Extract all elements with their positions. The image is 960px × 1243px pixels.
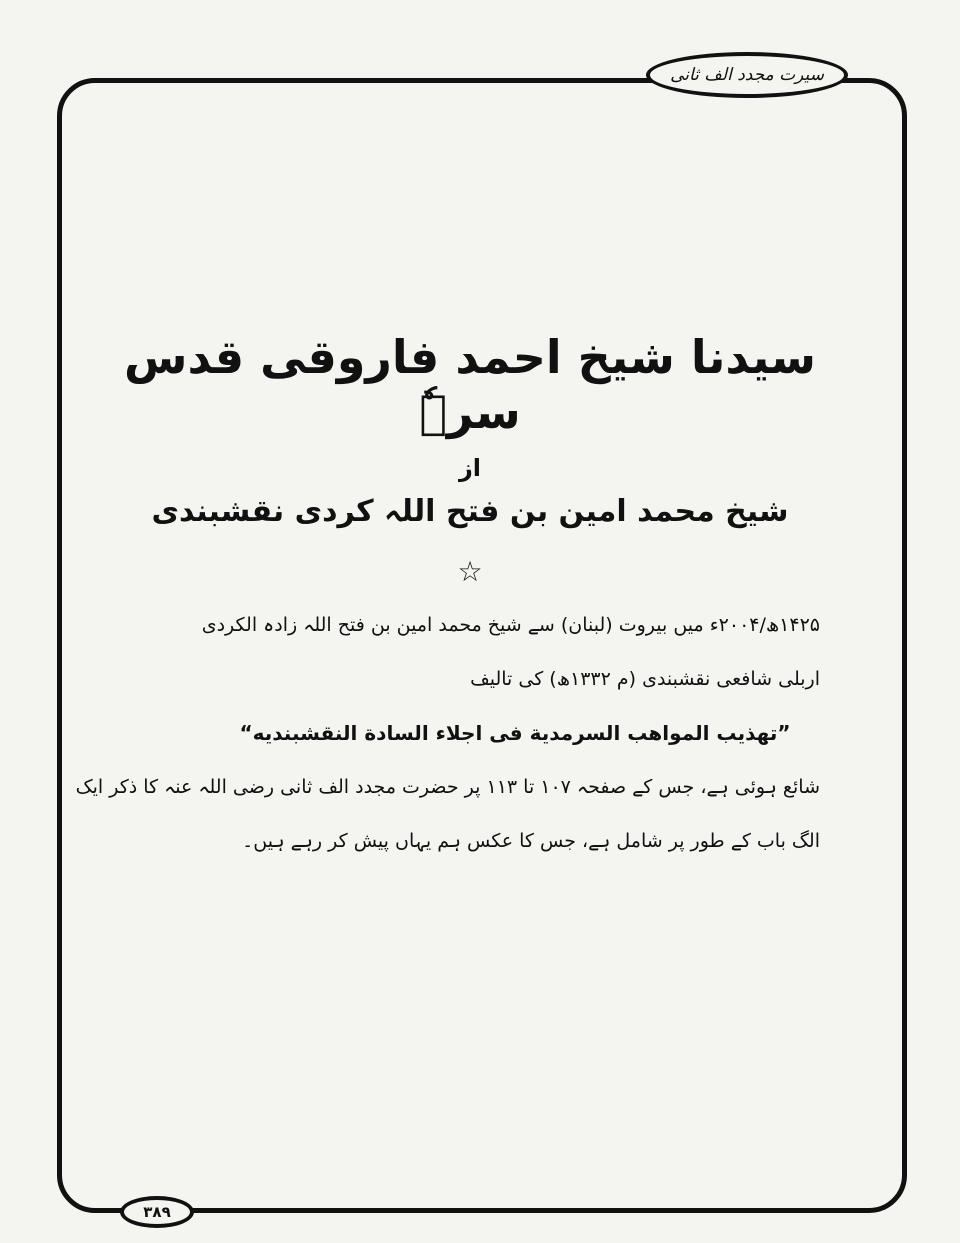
author-name: شیخ محمد امین بن فتح اللہ کردی نقشبندی [151, 494, 789, 530]
page-title: سیدنا شیخ احمد فاروقی قدس سرہٗ [124, 330, 816, 440]
paragraph-line-2: اربلی شافعی نقشبندی (م ۱۳۳۲ھ) کی تالیف [470, 668, 820, 691]
paragraph-line-1: ۱۴۲۵ھ/۲۰۰۴ء میں بیروت (لبنان) سے شیخ محمد امین بن فتح اللہ زادہ الکردی [201, 614, 820, 637]
star-ornament-icon: ☆ [457, 555, 483, 589]
title-page-content [75, 330, 820, 868]
page-number: ۳۸۹ [143, 1203, 171, 1221]
running-header-oval [646, 52, 848, 98]
description-paragraph [75, 598, 820, 868]
page-number-oval [120, 1196, 194, 1228]
paragraph-line-4: شائع ہوئی ہے، جس کے صفحہ ۱۰۷ تا ۱۱۳ پر حضرت مجدد الف ثانی رضی اللہ عنہ کا ذکر ایک [75, 776, 820, 799]
paragraph-line-5: الگ باب کے طور پر شامل ہے، جس کا عکس ہم یہاں پیش کر رہے ہیں۔ [242, 830, 820, 853]
book-title: ”تهذيب المواهب السرمدية فى اجلاء السادة النقشبنديه“ [239, 721, 791, 746]
from-label: از [458, 454, 482, 483]
running-header-title: سیرت مجدد الف ثانی [670, 65, 824, 85]
